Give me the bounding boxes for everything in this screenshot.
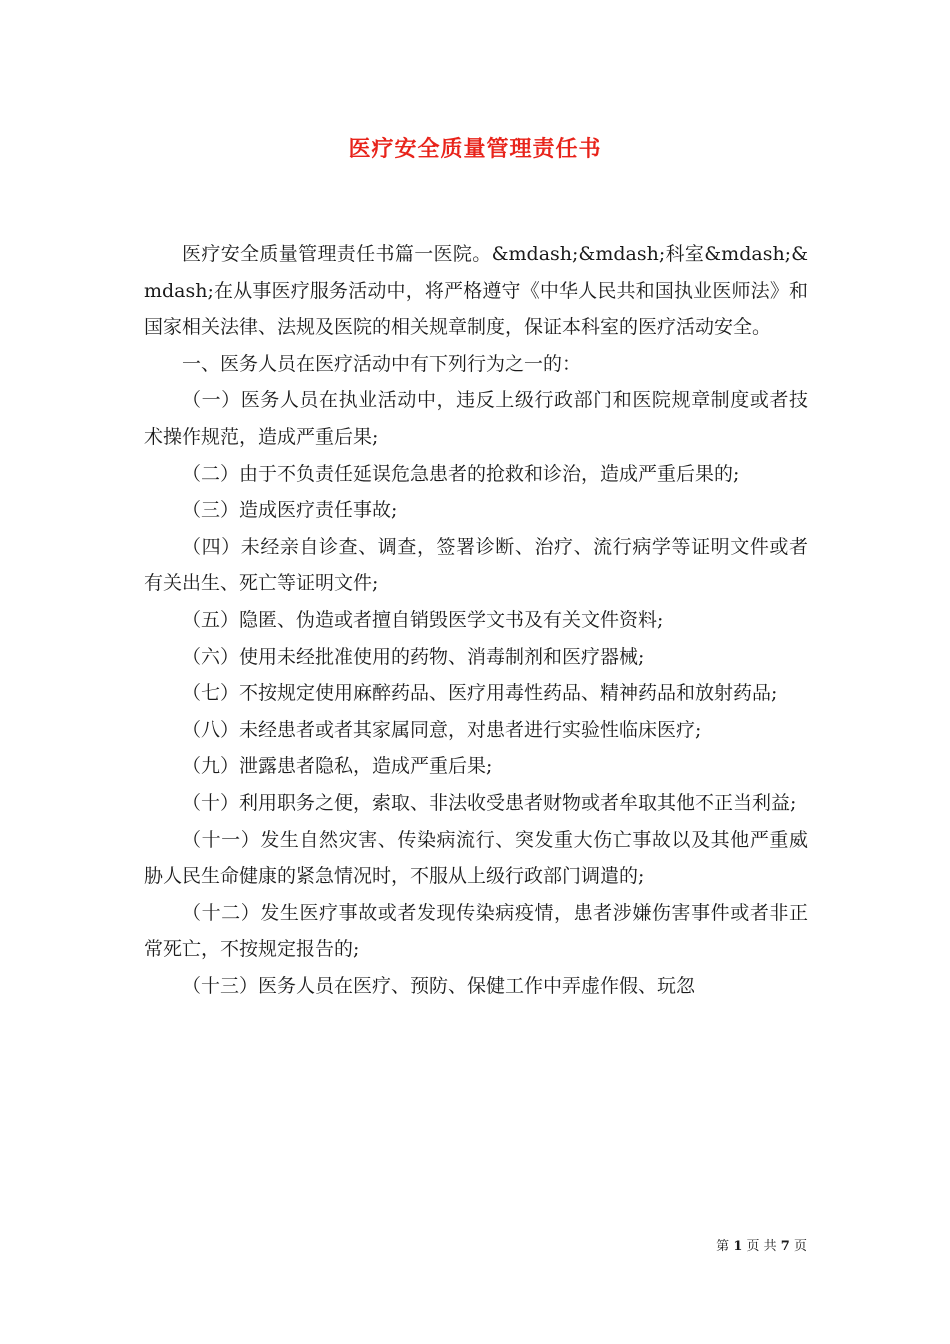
- paragraph-item-11: （十一）发生自然灾害、传染病流行、突发重大伤亡事故以及其他严重威胁人民生命健康的紧急情况时，不服从上级行政部门调遣的;: [144, 828, 808, 888]
- paragraph-item-10: （十）利用职务之便，索取、非法收受患者财物或者牟取其他不正当利益;: [182, 791, 797, 814]
- document-body: [144, 236, 808, 1004]
- page-footer: [716, 1238, 807, 1256]
- paragraph-section-1: 一、医务人员在医疗活动中有下列行为之一的：: [182, 352, 582, 375]
- paragraph-item-12: （十二）发生医疗事故或者发现传染病疫情，患者涉嫌伤害事件或者非正常死亡，不按规定报告的;: [144, 901, 808, 961]
- paragraph-item-6: （六）使用未经批准使用的药物、消毒制剂和医疗器械;: [182, 645, 645, 668]
- paragraph-item-3: （三）造成医疗责任事故;: [182, 499, 398, 522]
- paragraph-item-7: （七）不按规定使用麻醉药品、医疗用毒性药品、精神药品和放射药品;: [182, 682, 778, 705]
- footer-suffix: 页: [793, 1239, 807, 1254]
- document-title: 医疗安全质量管理责任书: [348, 137, 602, 162]
- paragraph-item-9: （九）泄露患者隐私，造成严重后果;: [182, 755, 493, 778]
- paragraph-intro: 医疗安全质量管理责任书篇一医院。&mdash;&mdash;科室&mdash;&mdash;在从事医疗服务活动中，将严格遵守《中华人民共和国执业医师法》和国家相关法律、法规及医院的相关规章制度，保证本科室的医疗活动安全。: [144, 243, 808, 339]
- paragraph-item-4: （四）未经亲自诊查、调查，签署诊断、治疗、流行病学等证明文件或者有关出生、死亡等证明文件;: [144, 535, 808, 595]
- footer-middle: 页 共: [746, 1239, 777, 1254]
- paragraph-item-2: （二）由于不负责任延误危急患者的抢救和诊治，造成严重后果的;: [182, 462, 740, 485]
- paragraph-item-1: （一）医务人员在执业活动中，违反上级行政部门和医院规章制度或者技术操作规范，造成严重后果;: [144, 389, 808, 448]
- footer-current-page: 1: [733, 1239, 743, 1254]
- paragraph-item-8: （八）未经患者或者其家属同意，对患者进行实验性临床医疗;: [182, 718, 702, 741]
- paragraph-item-5: （五）隐匿、伪造或者擅自销毁医学文书及有关文件资料;: [182, 608, 664, 631]
- paragraph-item-13: （十三）医务人员在医疗、预防、保健工作中弄虚作假、玩忽: [182, 974, 696, 997]
- footer-total-pages: 7: [780, 1239, 790, 1254]
- footer-prefix: 第: [716, 1239, 730, 1254]
